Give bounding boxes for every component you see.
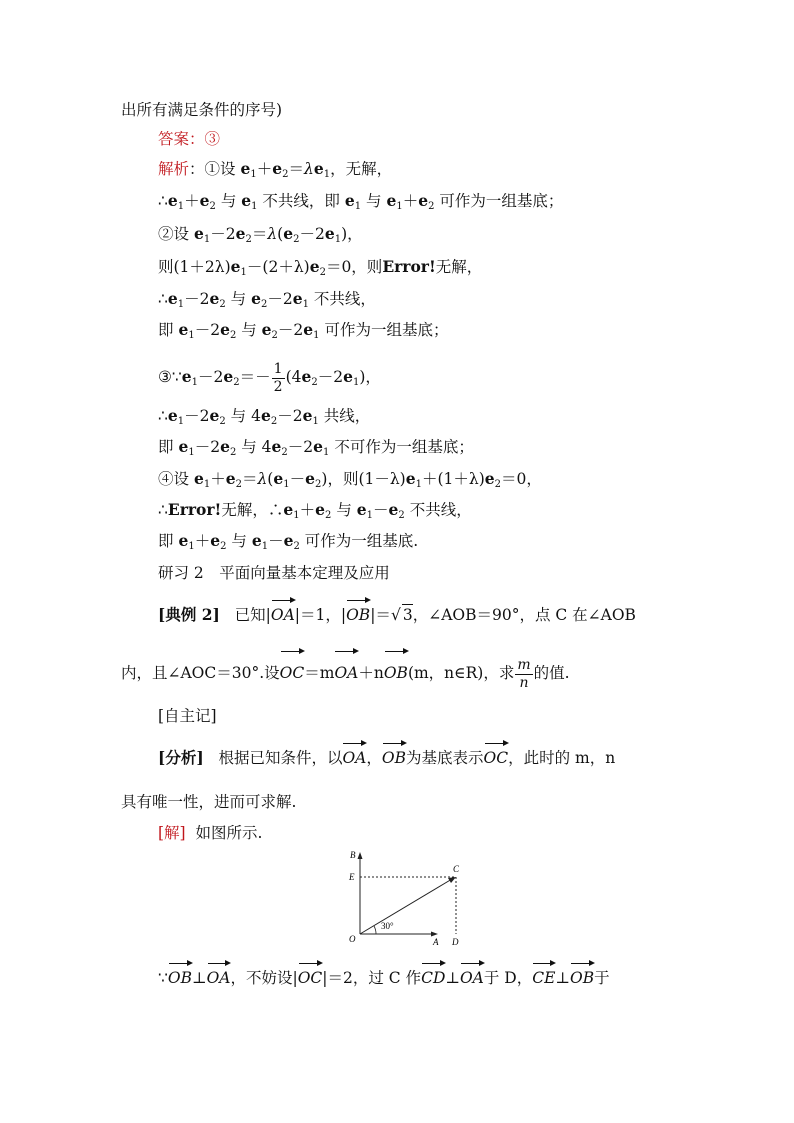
- sqrt-value: 3: [402, 606, 413, 624]
- analysis-line-2: $\therefore e_1+e_2$ 与 $e_1$ 不共线，即 $e_1$ 与 $e_1+e_2$ 可作为一组基底；: [158, 191, 564, 212]
- error-text: Error!: [382, 257, 436, 276]
- text-fragment: ∵: [158, 969, 168, 987]
- section-title-text: 研习 2 平面向量基本定理及应用: [158, 564, 390, 582]
- analysis2-line-1: [分析] 根据已知条件，以OA，OB为基底表示OC，此时的 m，n: [158, 748, 616, 767]
- analysis-line-11: ∴Error!无解，$\therefore e_1+e_2$ 与 $e_1-e_2$ 不共线，: [158, 500, 472, 521]
- fraction-denominator: n: [519, 674, 529, 691]
- vector-diagram: [340, 848, 490, 948]
- text-fragment: －(2＋λ): [246, 258, 310, 276]
- answer-line: [158, 129, 220, 149]
- solution-text: 如图所示.: [195, 824, 263, 842]
- text-fragment: ＋n: [358, 664, 384, 682]
- self-note-line: [158, 706, 217, 726]
- example-line-2: 内，且∠AOC＝30°.设OC＝mOA＋nOB(m，n∈R)，求 $\frac{m}{n}$ 的值.: [121, 654, 570, 692]
- text-fragment: 无解，: [221, 501, 268, 519]
- answer-label: 答案：: [158, 130, 205, 148]
- angle-label: 30°: [381, 921, 394, 931]
- analysis-line-7: $③\because e_1-2e_2=-$ $\frac{1}{2}$ $(4e_2-2e_1)$，: [158, 360, 381, 395]
- text-fragment: ＝0，: [501, 470, 542, 488]
- label-a: A: [433, 937, 439, 947]
- text-fragment: |＝1，|: [294, 606, 347, 624]
- section-title: [158, 563, 390, 583]
- analysis-line-8: $\therefore e_1-2e_2$ 与 $4e_2-2e_1$ 共线，: [158, 406, 371, 427]
- example-line-1: [典例 2] 已知|OA|＝1，|OB|＝√ 3，∠AOB＝90°，点 C 在∠AOB: [158, 605, 636, 624]
- text-fragment: (m，n∈R)，求: [407, 664, 515, 682]
- label-b: B: [350, 850, 356, 860]
- text-fragment: 可作为一组基底；: [319, 321, 449, 339]
- analysis-line-12: 即 $e_1+e_2$ 与 $e_1-e_2$ 可作为一组基底.: [158, 531, 419, 552]
- text-fragment: ，: [366, 749, 382, 767]
- fraction-numerator: 1: [273, 360, 283, 377]
- text-fragment: 内，且∠AOC＝30°.设: [121, 664, 280, 682]
- text-fragment: 的值.: [533, 664, 570, 682]
- self-note-label: [自主记]: [158, 707, 217, 725]
- text-fragment: ②设: [158, 225, 194, 243]
- fraction-denominator: 2: [273, 378, 283, 395]
- angle-arc: [374, 926, 376, 934]
- example-label: [典例 2]: [158, 605, 220, 624]
- text-fragment: ，则(1－λ): [327, 470, 406, 488]
- text-line-1: 出所有满足条件的序号): [121, 101, 283, 119]
- answer-value: ③: [204, 130, 221, 148]
- text-fragment: 可作为一组基底.: [299, 532, 419, 550]
- analysis-line-5: $\therefore e_1-2e_2$ 与 $e_2-2e_1$ 不共线，: [158, 289, 376, 310]
- analysis-line-1: 解析：①设 $e_1+e_2=\lambda e_1$，无解，: [158, 159, 393, 180]
- text-line: 具有唯一性，进而可求解.: [121, 793, 297, 811]
- fraction: [272, 361, 285, 396]
- text-fragment: ④设: [158, 470, 194, 488]
- solution-line-2: ∵OB⊥OA，不妨设|OC|＝2，过 C 作CD⊥OA于 D，CE⊥OB于: [158, 966, 610, 988]
- text-fragment: 共线，: [318, 407, 371, 425]
- analysis-line-10: ④设 $e_1+e_2=\lambda(e_1-e_2)$，则$(1-\lambda)e_1+(1+\lambda)e_2=0$，: [158, 469, 542, 490]
- arrow-b: [358, 852, 363, 859]
- text-fragment: 不可作为一组基底；: [329, 438, 474, 456]
- text-fragment: 不共线，: [404, 501, 472, 519]
- vector-oc: [360, 879, 452, 934]
- text-fragment: ：①设: [189, 160, 241, 178]
- analysis2-label: [分析]: [158, 748, 204, 767]
- text-fragment: ＝m: [304, 664, 335, 682]
- text-fragment: ，此时的 m，n: [508, 749, 616, 767]
- fraction-numerator: m: [517, 656, 531, 673]
- text-fragment: 无解，: [435, 258, 483, 276]
- label-o: O: [349, 934, 356, 944]
- continued-text: [121, 100, 282, 120]
- text-fragment: 为基底表示: [406, 749, 484, 767]
- text-fragment: |＝2，过 C 作: [322, 969, 422, 987]
- text-fragment: 已知|: [234, 606, 271, 624]
- label-e: E: [349, 872, 355, 882]
- arrow-c: [448, 877, 456, 883]
- text-fragment: 于 D，: [483, 969, 533, 987]
- text-fragment: ，∠AOB＝90°，点 C 在∠AOB: [412, 606, 636, 624]
- analysis-line-6: 即 $e_1-2e_2$ 与 $e_2-2e_1$ 可作为一组基底；: [158, 320, 449, 341]
- analysis-line-3: ②设 $e_1-2e_2=\lambda(e_2-2e_1)$，: [158, 224, 363, 245]
- text-fragment: 不共线，: [308, 290, 376, 308]
- label-c: C: [453, 864, 460, 874]
- text-fragment: 于: [594, 969, 610, 987]
- text-fragment: ＋(1＋λ): [421, 470, 485, 488]
- error-text: Error!: [167, 500, 222, 519]
- fraction-m-n: [515, 657, 532, 692]
- analysis2-line-2: [121, 792, 296, 812]
- text-fragment: ③∵: [158, 368, 182, 386]
- solution-line: [158, 823, 262, 843]
- analysis-line-9: 即 $e_1-2e_2$ 与 $4e_2-2e_1$ 不可作为一组基底；: [158, 437, 474, 458]
- solution-label: [解]: [158, 824, 186, 842]
- text-fragment: 则(1＋2λ): [158, 258, 231, 276]
- text-fragment: ⊥: [191, 969, 207, 987]
- analysis-line-4: 则$(1+2\lambda)e_1-(2+\lambda)e_2=0$，则Error!无解，: [158, 257, 483, 278]
- text-fragment: ，不妨设|: [230, 969, 298, 987]
- text-fragment: 根据已知条件，以: [218, 749, 343, 767]
- analysis-label: 解析: [158, 160, 190, 178]
- text-fragment: ＝0，则: [325, 258, 383, 276]
- label-d: D: [452, 937, 459, 947]
- text-fragment: ，无解，: [330, 160, 393, 178]
- text-fragment: |＝: [370, 606, 391, 624]
- arrow-a: [431, 932, 438, 937]
